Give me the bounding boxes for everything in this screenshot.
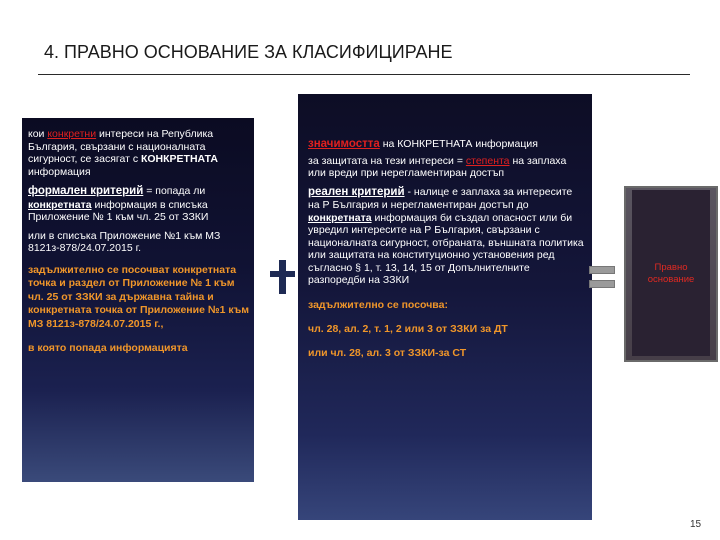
- significance-word: значимостта: [308, 138, 380, 150]
- left-criteria-panel: [22, 118, 254, 482]
- article-dt: чл. 28, ал. 2, т. 1, 2 или 3 от ЗЗКИ за ДТ: [308, 322, 508, 335]
- formal-criterion-heading: формален критерий: [28, 185, 144, 197]
- title-divider: [38, 74, 690, 75]
- formal-criterion-paragraph: формален критерий = попада ли конкретната информация в списъка Приложение № 1 към чл. 25 от ЗЗКИ: [28, 185, 209, 223]
- mandatory-indicate: задължително се посочва:: [308, 298, 448, 311]
- plus-icon: [265, 258, 299, 296]
- article-st: или чл. 28, ал. 3 от ЗЗКИ-за СТ: [308, 346, 467, 359]
- degree-word: степента: [465, 154, 510, 167]
- mandatory-note: задължително се посочват конкретната точка и раздел от Приложение № 1 към чл. 25 от ЗЗКИ за държавна тайна и конкретната точка от Приложение №1 към МЗ 8121з-878/24.07.2015 г.,: [28, 263, 250, 330]
- degree-paragraph: за защитата на тези интереси = степента на заплаха или вреди при нерегламентиран достъп: [308, 154, 567, 179]
- slide-title: 4. ПРАВНО ОСНОВАНИЕ ЗА КЛАСИФИЦИРАНЕ: [44, 42, 453, 62]
- significance-paragraph: значимостта на КОНКРЕТНАТА информация: [308, 138, 538, 150]
- right-criteria-panel: [298, 94, 592, 520]
- or-list-paragraph: или в списъка Приложение №1 към МЗ 8121з-878/24.07.2015 г.: [28, 229, 221, 254]
- page-number: 15: [690, 519, 702, 530]
- legal-basis-label: Правно основание: [647, 262, 695, 285]
- real-criterion-paragraph: реален критерий - налице е заплаха за интересите на Р България и нерегламентиран достъп до конкретната информация би създал опасност или би увредил интересите на Р България, свързани с националната сигурност, отбраната, външната политика или защитата на конституционно установения ред съгласно § 1, т. 13, 14, 15 от Допълнителните разпоредби на ЗЗКИ: [308, 185, 584, 286]
- specific-word: конкретни: [47, 128, 97, 140]
- interests-paragraph: кои конкретни интереси на Република България, свързани с националната сигурност, се засягат с КОНКРЕТНАТА информация: [28, 128, 218, 178]
- real-criterion-heading: реален критерий: [308, 185, 405, 198]
- equals-icon: [589, 262, 615, 292]
- which-note: в която попада информацията: [28, 341, 188, 354]
